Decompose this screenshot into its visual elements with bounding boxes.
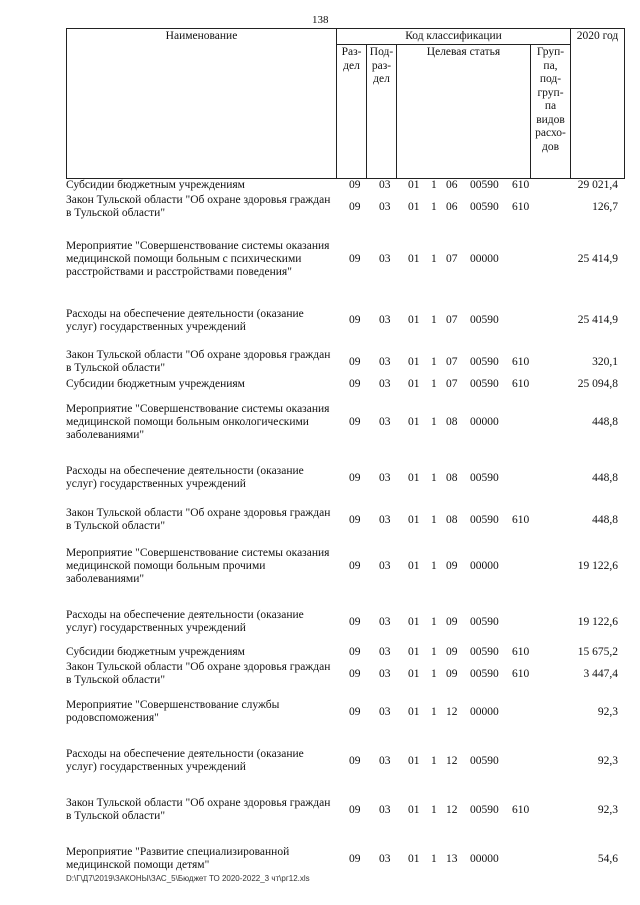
cell-target-3: 08 [446,471,458,484]
cell-razdel: 09 [349,667,361,680]
row-name: Мероприятие "Совершенствование системы оказания медицинской помощи больным прочими заболеваниями" [66,546,330,585]
row-name: Закон Тульской области "Об охране здоровья граждан в Тульской области" [66,661,331,686]
cell-target-4: 00000 [470,252,499,265]
cell-amount: 320,1 [592,355,618,368]
header-celevaya-statya: Целевая статья [397,45,531,179]
cell-amount: 29 021,4 [577,178,618,191]
cell-podrazdel: 03 [379,200,391,213]
cell-target-2: 1 [431,471,437,484]
cell-target-2: 1 [431,178,437,191]
table-row [66,395,624,449]
cell-razdel: 09 [349,200,361,213]
cell-amount: 92,3 [597,705,618,718]
cell-razdel: 09 [349,559,361,572]
cell-target-1: 01 [408,615,420,628]
cell-target-4: 00590 [470,200,499,213]
cell-target-2: 1 [431,377,437,390]
cell-podrazdel: 03 [379,415,391,428]
cell-amount: 54,6 [597,852,618,865]
table-row [66,505,624,535]
row-name: Расходы на обеспечение деятельности (оказание услуг) государственных учреждений [66,609,304,634]
table-row [66,659,624,689]
table-row [66,457,624,499]
cell-target-1: 01 [408,852,420,865]
table-row [66,228,624,290]
table-header [66,28,625,179]
cell-amount: 15 675,2 [577,645,618,658]
cell-target-4: 00590 [470,471,499,484]
cell-target-1: 01 [408,252,420,265]
cell-target-1: 01 [408,803,420,816]
cell-target-3: 12 [446,803,458,816]
table-row [66,839,624,879]
cell-target-1: 01 [408,667,420,680]
cell-razdel: 09 [349,415,361,428]
cell-target-4: 00590 [470,615,499,628]
cell-podrazdel: 03 [379,178,391,191]
cell-amount: 92,3 [597,754,618,767]
row-name: Расходы на обеспечение деятельности (оказание услуг) государственных учреждений [66,465,304,490]
cell-amount: 19 122,6 [577,559,618,572]
cell-razdel: 09 [349,377,361,390]
cell-target-1: 01 [408,314,420,326]
cell-podrazdel: 03 [379,803,391,816]
cell-podrazdel: 03 [379,754,391,767]
cell-target-3: 07 [446,314,458,326]
cell-razdel: 09 [349,178,361,191]
table-row [66,178,624,192]
row-name: Субсидии бюджетным учреждениям [66,377,245,390]
cell-target-3: 07 [446,252,458,265]
cell-target-4: 00590 [470,314,499,326]
cell-razdel: 09 [349,705,361,718]
header-code-classification: Код классификации [337,29,571,45]
cell-razdel: 09 [349,615,361,628]
cell-target-2: 1 [431,559,437,572]
cell-group: 610 [512,667,530,680]
row-name: Субсидии бюджетным учреждениям [66,645,245,658]
cell-group: 610 [512,200,530,213]
cell-target-1: 01 [408,355,420,368]
table-row [66,377,624,391]
cell-podrazdel: 03 [379,471,391,484]
row-name: Мероприятие "Развитие специализированной медицинской помощи детям" [66,846,290,871]
cell-target-2: 1 [431,667,437,680]
table-row [66,298,624,343]
cell-razdel: 09 [349,355,361,368]
cell-target-1: 01 [408,754,420,767]
cell-target-1: 01 [408,178,420,191]
cell-amount: 3 447,4 [583,667,618,680]
cell-group: 610 [512,355,530,368]
cell-target-4: 00590 [470,754,499,767]
cell-amount: 448,8 [592,513,618,526]
cell-target-2: 1 [431,754,437,767]
cell-target-4: 00590 [470,513,499,526]
cell-target-1: 01 [408,377,420,390]
table-row [66,789,624,831]
cell-target-2: 1 [431,852,437,865]
cell-target-1: 01 [408,705,420,718]
cell-target-3: 07 [446,377,458,390]
cell-target-2: 1 [431,803,437,816]
cell-podrazdel: 03 [379,705,391,718]
cell-amount: 126,7 [592,200,618,213]
cell-razdel: 09 [349,852,361,865]
cell-razdel: 09 [349,252,361,265]
header-podrazdel: Под- раз- дел [367,45,397,179]
cell-group: 610 [512,513,530,526]
cell-target-3: 08 [446,415,458,428]
cell-target-3: 09 [446,645,458,658]
cell-target-4: 00000 [470,852,499,865]
row-name: Субсидии бюджетным учреждениям [66,178,245,191]
row-name: Закон Тульской области "Об охране здоровья граждан в Тульской области" [66,507,331,532]
header-razdel: Раз- дел [337,45,367,179]
cell-group: 610 [512,377,530,390]
cell-target-3: 09 [446,615,458,628]
cell-podrazdel: 03 [379,377,391,390]
row-name: Закон Тульской области "Об охране здоровья граждан в Тульской области" [66,194,331,219]
row-name: Расходы на обеспечение деятельности (оказание услуг) государственных учреждений [66,748,304,773]
cell-target-4: 00000 [470,415,499,428]
cell-target-3: 06 [446,200,458,213]
cell-target-3: 12 [446,705,458,718]
page-number: 138 [312,14,329,26]
header-year: 2020 год [571,29,625,179]
cell-target-2: 1 [431,200,437,213]
cell-group: 610 [512,803,530,816]
row-name: Закон Тульской области "Об охране здоровья граждан в Тульской области" [66,349,331,374]
cell-amount: 19 122,6 [577,615,618,628]
table-body [66,178,624,879]
cell-amount: 448,8 [592,471,618,484]
cell-target-3: 09 [446,559,458,572]
cell-target-3: 07 [446,355,458,368]
cell-podrazdel: 03 [379,355,391,368]
cell-podrazdel: 03 [379,645,391,658]
cell-razdel: 09 [349,314,361,326]
cell-target-2: 1 [431,513,437,526]
cell-target-4: 00590 [470,667,499,680]
row-name: Расходы на обеспечение деятельности (оказание услуг) государственных учреждений [66,307,304,333]
table-row [66,741,624,781]
cell-target-4: 00590 [470,355,499,368]
table-row [66,347,624,377]
cell-target-4: 00590 [470,178,499,191]
cell-target-2: 1 [431,252,437,265]
row-name: Мероприятие "Совершенствование службы родовспоможения" [66,699,280,724]
table-row [66,601,624,643]
cell-target-2: 1 [431,705,437,718]
cell-target-3: 12 [446,754,458,767]
cell-target-4: 00000 [470,559,499,572]
cell-group: 610 [512,645,530,658]
table-row [66,691,624,733]
cell-podrazdel: 03 [379,252,391,265]
cell-group: 610 [512,178,530,191]
table-row [66,192,624,222]
cell-razdel: 09 [349,803,361,816]
cell-target-3: 08 [446,513,458,526]
cell-amount: 448,8 [592,415,618,428]
cell-target-2: 1 [431,615,437,628]
cell-podrazdel: 03 [379,852,391,865]
header-gruppa: Груп- па, под- груп- па видов расхо- дов [531,45,571,179]
cell-razdel: 09 [349,754,361,767]
cell-target-1: 01 [408,645,420,658]
cell-target-1: 01 [408,559,420,572]
cell-razdel: 09 [349,645,361,658]
cell-target-4: 00590 [470,377,499,390]
cell-amount: 25 094,8 [577,377,618,390]
cell-target-3: 13 [446,852,458,865]
cell-target-3: 06 [446,178,458,191]
cell-target-4: 00000 [470,705,499,718]
cell-target-2: 1 [431,355,437,368]
cell-amount: 25 414,9 [577,314,618,326]
row-name: Мероприятие "Совершенствование системы оказания медицинской помощи больным с психическими расстройствами и расстройствами поведения" [66,239,330,278]
cell-amount: 92,3 [597,803,618,816]
cell-target-2: 1 [431,314,437,326]
cell-target-2: 1 [431,645,437,658]
cell-target-4: 00590 [470,803,499,816]
table-row [66,645,624,659]
cell-target-1: 01 [408,513,420,526]
row-name: Закон Тульской области "Об охране здоровья граждан в Тульской области" [66,797,331,822]
cell-razdel: 09 [349,513,361,526]
header-name: Наименование [67,29,337,179]
cell-podrazdel: 03 [379,667,391,680]
cell-target-1: 01 [408,471,420,484]
cell-target-1: 01 [408,200,420,213]
table-row [66,539,624,593]
file-path-footer: D:\Г\Д7\2019\ЗАКОНЫ\ЗАС_5\Бюджет ТО 2020-2022_3 чт\рг12.xls [66,874,310,883]
cell-podrazdel: 03 [379,615,391,628]
cell-target-4: 00590 [470,645,499,658]
cell-target-2: 1 [431,415,437,428]
cell-podrazdel: 03 [379,314,391,326]
cell-razdel: 09 [349,471,361,484]
cell-podrazdel: 03 [379,513,391,526]
cell-target-3: 09 [446,667,458,680]
row-name: Мероприятие "Совершенствование системы оказания медицинской помощи больным онкологическими заболеваниями" [66,402,330,441]
cell-amount: 25 414,9 [577,252,618,265]
cell-podrazdel: 03 [379,559,391,572]
cell-target-1: 01 [408,415,420,428]
